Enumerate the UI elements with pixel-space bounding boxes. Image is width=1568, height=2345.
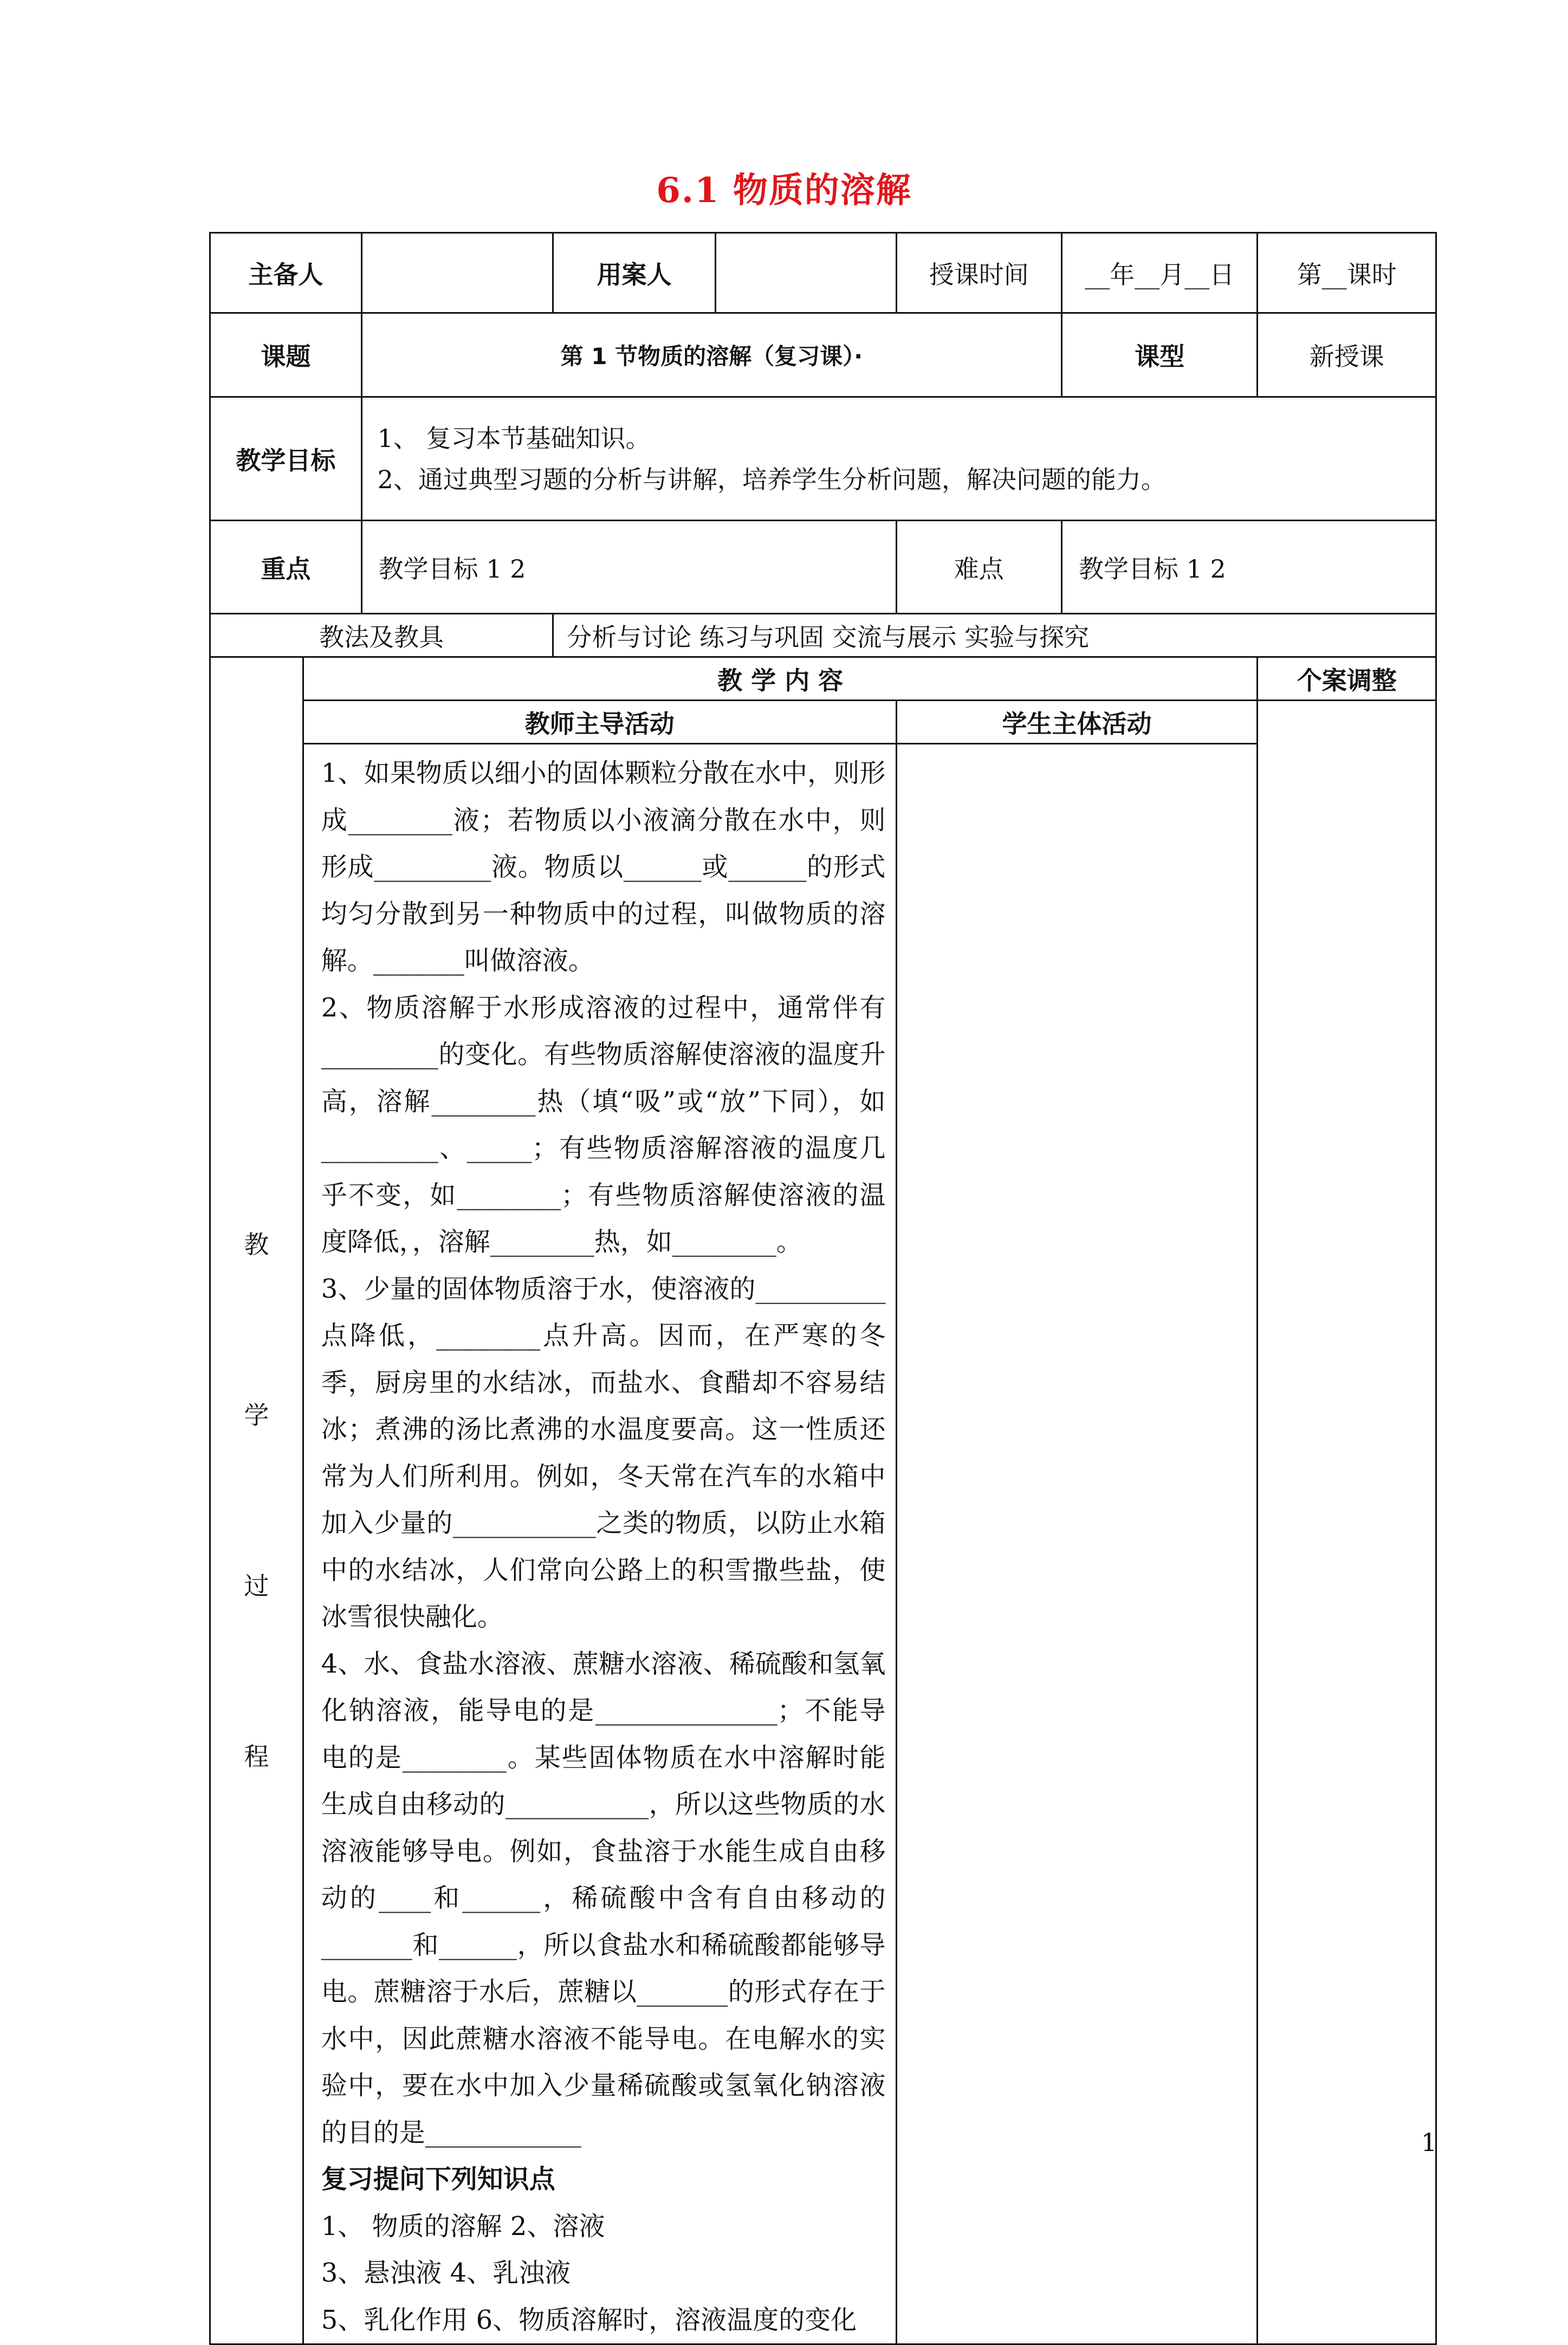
page-number: 1 [1421,2128,1437,2157]
key-point-value: 教学目标 1 2 [361,521,896,614]
preparer-value [361,233,553,313]
review-title: 复习提问下列知识点 [321,2164,555,2194]
review-item: 5、乳化作用 6、物质溶解时，溶液温度的变化 [321,2304,857,2335]
key-point-label: 重点 [210,521,362,614]
objective-item: 2、通过典型习题的分析与讲解，培养学生分析问题，解决问题的能力。 [377,464,1166,494]
user-value [715,233,896,313]
exercise-paragraph: 4、水、食盐水溶液、蔗糖水溶液、稀硫酸和氢氧化钠溶液，能导电的是______________；不能导电的是________。某些固体物质在水中溶解时能生成自由移动的___________，所以这些物质的水溶液能够导电。例如，食盐溶于水能生成自由移动的____和______，稀硫酸中含有自由移动的_______和______，所以食盐水和稀硫酸都能够导电。蔗糖溶于水后，蔗糖以_______的形式存在于水中，因此蔗糖水溶液不能导电。在电解水的实验中，要在水中加入少量稀硫酸或氢氧化钠溶液的目的是____________ [321,1648,886,2148]
objectives-label: 教学目标 [210,397,362,521]
user-label: 用案人 [553,233,716,313]
teacher-activity [303,744,896,2344]
lesson-plan-table [209,232,1437,2345]
process-char: 学 [244,1401,269,1430]
topic-value: 第 1 节物质的溶解（复习课）· [361,313,1061,397]
type-label: 课型 [1062,313,1258,397]
process-char: 过 [244,1571,269,1601]
adjust-cell [1258,701,1436,2344]
process-char: 程 [244,1742,269,1771]
exercise-paragraph: 1、如果物质以细小的固体颗粒分散在水中，则形成________液；若物质以小液滴分散在水中，则形成_________液。物质以______或______的形式均匀分散到另一种物质中的过程，叫做物质的溶解。_______叫做溶液。 [321,758,886,976]
difficulty-label: 难点 [896,521,1062,614]
review-item: 3、悬浊液 4、乳浊液 [321,2258,571,2288]
difficulty-value: 教学目标 1 2 [1062,521,1436,614]
objectives-list [361,397,1436,521]
objective-item: 1、 复习本节基础知识。 [377,423,651,453]
teacher-header: 教师主导活动 [303,701,896,744]
content-header: 教 学 内 容 [303,657,1258,701]
student-activity [896,744,1258,2344]
process-side-label [210,657,303,2344]
period-value: 第__课时 [1258,233,1436,313]
exercise-paragraph: 3、少量的固体物质溶于水，使溶液的__________点降低，________点升高。因而，在严寒的冬季，厨房里的水结冰，而盐水、食醋却不容易结冰；煮沸的汤比煮沸的水温度要高。这一性质还常为人们所利用。例如，冬天常在汽车的水箱中加入少量的___________之类的物质，以防止水箱中的水结冰，人们常向公路上的积雪撒些盐，使冰雪很快融化。 [321,1273,886,1632]
methods-value: 分析与讨论 练习与巩固 交流与展示 实验与探究 [553,614,1436,657]
student-header: 学生主体活动 [896,701,1258,744]
methods-label: 教法及教具 [210,614,553,657]
exercise-paragraph: 2、物质溶解于水形成溶液的过程中，通常伴有_________的变化。有些物质溶解使溶液的温度升高，溶解________热（填“吸”或“放”下同），如_________、_____；有些物质溶解溶液的温度几乎不变，如________；有些物质溶解使溶液的温度降低，，溶解________热，如________。 [321,992,886,1257]
topic-label: 课题 [210,313,362,397]
page-title: 6.1 物质的溶解 [656,170,912,211]
process-char: 教 [244,1230,269,1259]
date-value: __年__月__日 [1062,233,1258,313]
preparer-label: 主备人 [210,233,362,313]
type-value: 新授课 [1258,313,1436,397]
review-item: 1、 物质的溶解 2、溶液 [321,2211,605,2242]
time-label: 授课时间 [896,233,1062,313]
adjust-header: 个案调整 [1258,657,1436,701]
